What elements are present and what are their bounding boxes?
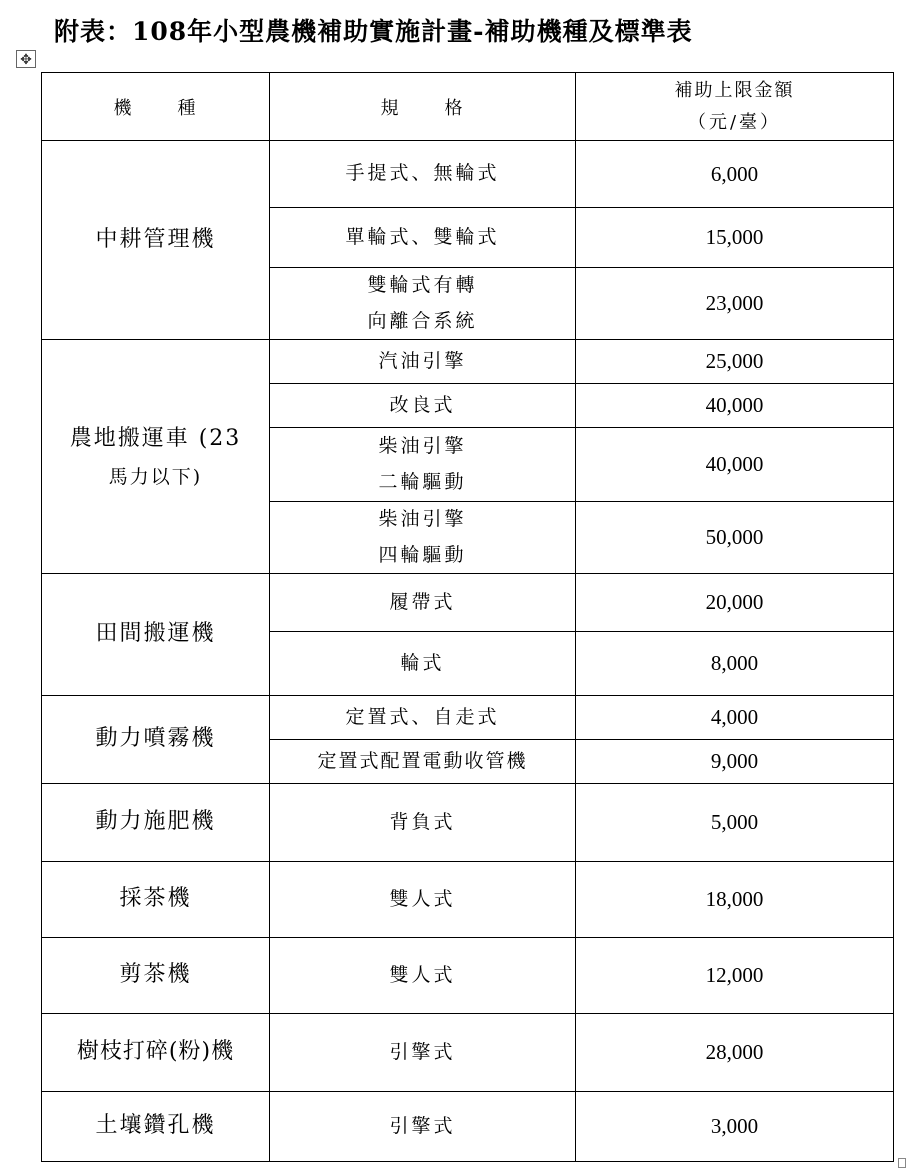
spec-cell: 引擎式 [270,1014,576,1092]
spec-line: 二輪驅動 [378,470,467,493]
spec-cell: 背負式 [270,784,576,862]
table-row [42,340,894,384]
spec-cell: 履帶式 [270,574,576,632]
header-machine [42,73,270,141]
amount-cell: 15,000 [576,208,894,268]
spec-cell [270,268,576,340]
table-row [42,696,894,740]
machine-cell: 田間搬運機 [42,574,270,696]
amount-cell: 5,000 [576,784,894,862]
spec-cell: 單輪式、雙輪式 [270,208,576,268]
spec-line: 四輪驅動 [378,543,467,566]
spec-cell: 引擎式 [270,1092,576,1162]
spec-cell [270,502,576,574]
spec-cell: 雙人式 [270,862,576,938]
spec-cell: 定置式、自走式 [270,696,576,740]
subsidy-table [41,72,894,1162]
amount-cell: 9,000 [576,740,894,784]
spec-line: 柴油引擎 [378,435,467,458]
table-row [42,574,894,632]
header-row [42,73,894,141]
table-row [42,1014,894,1092]
spec-line: 向離合系統 [367,309,478,332]
machine-cell: 土壤鑽孔機 [42,1092,270,1162]
header-amount-line2: （元/臺） [687,111,782,133]
header-spec [270,73,576,141]
spec-cell: 雙人式 [270,938,576,1014]
spec-line: 雙輪式有轉 [367,274,478,297]
table-row [42,938,894,1014]
machine-cell: 中耕管理機 [42,141,270,340]
table-row [42,1092,894,1162]
table-row [42,784,894,862]
spec-cell: 定置式配置電動收管機 [270,740,576,784]
spec-cell [270,428,576,502]
table-row [42,862,894,938]
machine-cell [42,340,270,574]
amount-cell: 6,000 [576,141,894,208]
machine-line: 馬力以下) [108,466,203,489]
spec-cell: 汽油引擎 [270,340,576,384]
machine-cell: 剪茶機 [42,938,270,1014]
amount-cell: 40,000 [576,384,894,428]
amount-cell: 25,000 [576,340,894,384]
machine-cell: 採茶機 [42,862,270,938]
header-amount [576,73,894,141]
amount-cell: 4,000 [576,696,894,740]
machine-cell: 樹枝打碎(粉)機 [42,1014,270,1092]
amount-cell: 20,000 [576,574,894,632]
header-spec-char-2: 格 [444,97,465,119]
amount-cell: 40,000 [576,428,894,502]
machine-cell: 動力噴霧機 [42,696,270,784]
amount-cell: 3,000 [576,1092,894,1162]
header-machine-char-2: 種 [177,97,198,119]
spec-cell: 手提式、無輪式 [270,141,576,208]
header-machine-char-1: 機 [113,97,134,119]
table-row [42,141,894,208]
amount-cell: 8,000 [576,632,894,696]
end-of-cell-mark-icon [898,1158,906,1168]
spec-cell: 輪式 [270,632,576,696]
table-move-handle-icon[interactable]: ✥ [16,50,36,68]
amount-cell: 50,000 [576,502,894,574]
spec-line: 柴油引擎 [378,508,467,531]
page-title: 附表：108年小型農機補助實施計畫-補助機種及標準表 [54,17,693,46]
amount-cell: 18,000 [576,862,894,938]
amount-cell: 12,000 [576,938,894,1014]
amount-cell: 23,000 [576,268,894,340]
machine-cell: 動力施肥機 [42,784,270,862]
amount-cell: 28,000 [576,1014,894,1092]
machine-line: 農地搬運車 (23 [69,425,242,451]
header-spec-char-1: 規 [380,97,401,119]
header-amount-line1: 補助上限金額 [674,80,795,101]
spec-cell: 改良式 [270,384,576,428]
